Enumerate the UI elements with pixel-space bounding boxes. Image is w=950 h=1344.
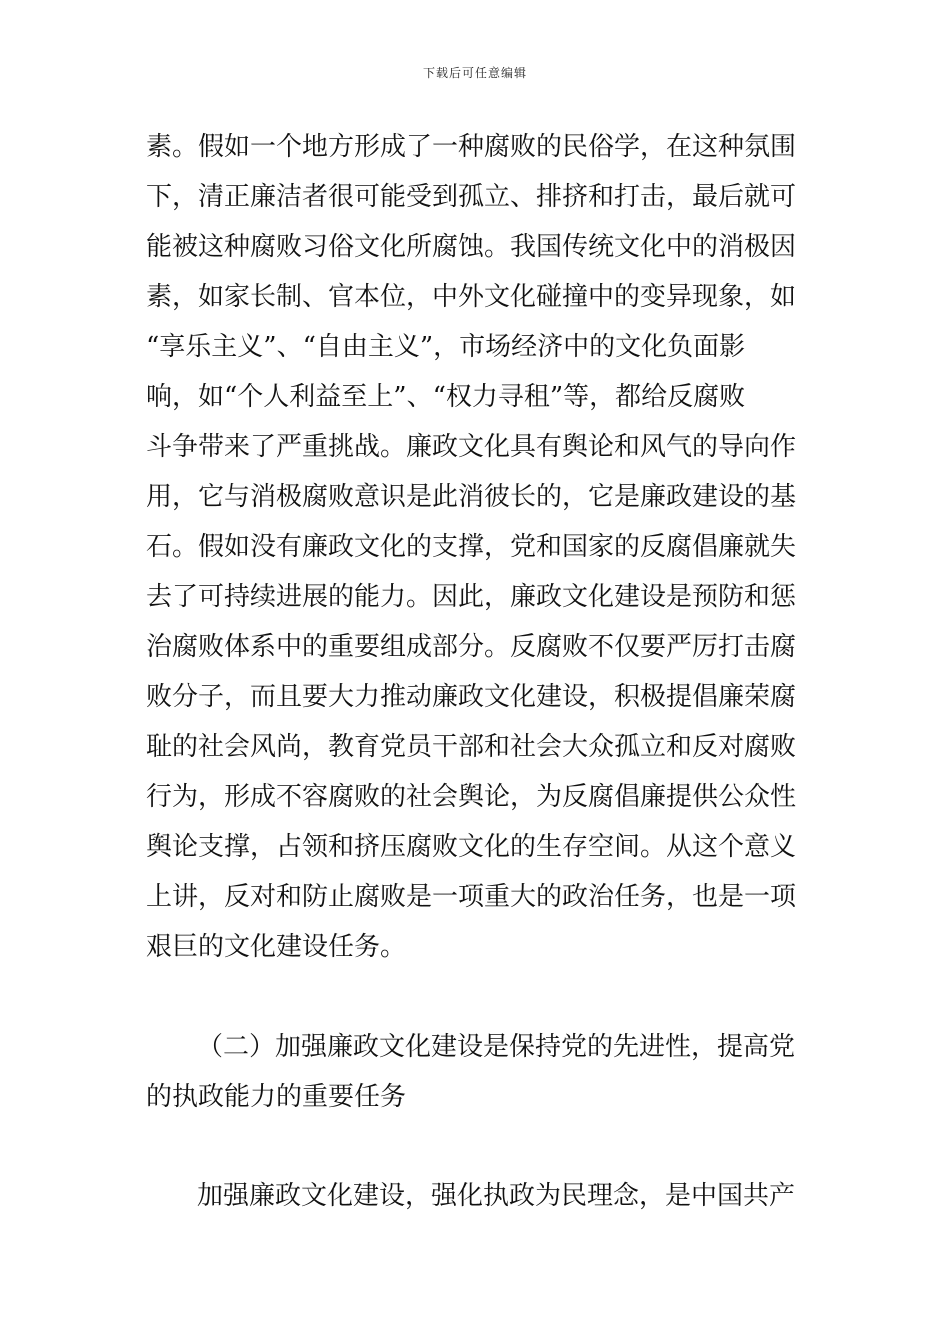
text-line: 加强廉政文化建设，强化执政为民理念，是中国共产: [197, 1181, 796, 1211]
text-line: 石。假如没有廉政文化的支撑，党和国家的反腐倡廉就失: [146, 532, 797, 562]
text-line: 素，如家长制、官本位，中外文化碰撞中的变异现象，如: [146, 282, 797, 312]
text-line: 败分子，而且要大力推动廉政文化建设，积极提倡廉荣腐: [146, 682, 797, 712]
text-line: 用，它与消极腐败意识是此消彼长的，它是廉政建设的基: [146, 482, 797, 512]
section-heading-line: 的执政能力的重要任务: [146, 1082, 407, 1112]
page-header: 下载后可任意编辑: [422, 66, 527, 80]
text-line: 素。假如一个地方形成了一种腐败的民俗学，在这种氛围: [146, 132, 797, 162]
text-line: 斗争带来了严重挑战。廉政文化具有舆论和风气的导向作: [146, 432, 797, 462]
text-line: 行为，形成不容腐败的社会舆论，为反腐倡廉提供公众性: [146, 782, 797, 812]
text-line: 艰巨的文化建设任务。: [146, 932, 407, 962]
text-line: 能被这种腐败习俗文化所腐蚀。我国传统文化中的消极因: [146, 232, 797, 262]
text-line: 响，如“个人利益至上”、“权力寻租”等，都给反腐败: [146, 382, 746, 412]
text-line: 治腐败体系中的重要组成部分。反腐败不仅要严厉打击腐: [146, 632, 797, 662]
text-line: 去了可持续进展的能力。因此，廉政文化建设是预防和惩: [146, 582, 797, 612]
section-heading-line: （二）加强廉政文化建设是保持党的先进性，提高党: [197, 1032, 796, 1062]
text-line: 舆论支撑，占领和挤压腐败文化的生存空间。从这个意义: [146, 832, 797, 862]
text-line: “享乐主义”、“自由主义”，市场经济中的文化负面影: [146, 332, 746, 362]
text-line: 下，清正廉洁者很可能受到孤立、排挤和打击，最后就可: [146, 182, 797, 212]
text-line: 耻的社会风尚，教育党员干部和社会大众孤立和反对腐败: [146, 732, 797, 762]
text-line: 上讲，反对和防止腐败是一项重大的政治任务，也是一项: [146, 882, 797, 912]
